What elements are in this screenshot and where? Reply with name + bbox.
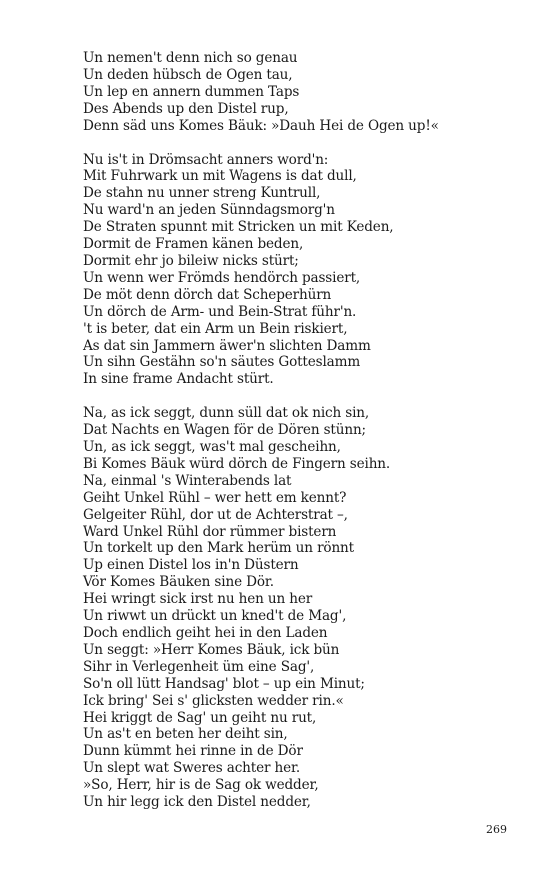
poem-text: [83, 50, 523, 828]
poem-line: Un seggt: »Herr Komes Bäuk, ick bün: [83, 641, 340, 658]
poem-line: Un wenn wer Frömds hendörch passiert,: [83, 269, 361, 286]
poem-line: Dunn kümmt hei rinne in de Dör: [83, 743, 303, 760]
poem-line: Hei kriggt de Sag' un geiht nu rut,: [83, 709, 317, 726]
poem-line: De möt denn dörch dat Scheperhürn: [83, 286, 332, 303]
poem-line: Geiht Unkel Rühl – wer hett em kennt?: [83, 489, 347, 506]
poem-line: Un hir legg ick den Distel nedder,: [83, 794, 311, 811]
poem-line: Hei wringt sick irst nu hen un her: [83, 591, 313, 608]
poem-line: Un lep en annern dummen Taps: [83, 83, 300, 100]
poem-line: As dat sin Jammern äwer'n slichten Damm: [83, 337, 371, 354]
poem-line: Un riwwt un drückt un kned't de Mag',: [83, 608, 347, 625]
page-number: 269: [486, 823, 507, 836]
poem-line: Dormit de Framen känen beden,: [83, 236, 304, 253]
poem-line: Doch endlich geiht hei in den Laden: [83, 625, 328, 641]
poem-line: Up einen Distel los in'n Düstern: [83, 557, 299, 574]
poem-line: Un deden hübsch de Ogen tau,: [83, 66, 293, 83]
poem-line: Sihr in Verlegenheit üm eine Sag',: [83, 658, 315, 675]
stanza: [83, 50, 523, 135]
poem-line: In sine frame Andacht stürt.: [83, 371, 274, 388]
poem-line: Vör Komes Bäuken sine Dör.: [83, 574, 274, 591]
poem-line: Un slept wat Sweres achter her.: [83, 760, 301, 777]
poem-line: Ward Unkel Rühl dor rümmer bistern: [83, 523, 337, 540]
stanza: [83, 152, 523, 389]
poem-line: Nu ward'n an jeden Sünndagsmorg'n: [83, 202, 335, 219]
poem-line: »So, Herr, hir is de Sag ok wedder,: [83, 777, 319, 794]
poem-line: Denn säd uns Komes Bäuk: »Dauh Hei de Ogen up!«: [83, 117, 439, 134]
poem-line: Dormit ehr jo bileiw nicks stürt;: [83, 252, 299, 269]
stanza: [83, 405, 523, 811]
poem-line: Un dörch de Arm- und Bein-Strat führ'n.: [83, 303, 357, 320]
poem-line: Nu is't in Drömsacht anners word'n:: [83, 151, 329, 168]
poem-line: 't is beter, dat ein Arm un Bein riskiert,: [83, 320, 348, 337]
poem-line: Bi Komes Bäuk würd dörch de Fingern seihn.: [83, 455, 391, 472]
poem-line: Mit Fuhrwark un mit Wagens is dat dull,: [83, 168, 357, 185]
poem-line: Un, as ick seggt, was't mal gescheihn,: [83, 439, 341, 456]
poem-line: Dat Nachts en Wagen för de Dören stünn;: [83, 422, 366, 439]
poem-line: Un as't en beten her deiht sin,: [83, 726, 288, 743]
poem-line: Gelgeiter Rühl, dor ut de Achterstrat –,: [83, 506, 348, 523]
poem-line: Des Abends up den Distel rup,: [83, 100, 289, 117]
poem-line: Na, as ick seggt, dunn süll dat ok nich sin,: [83, 405, 370, 422]
poem-line: Un sihn Gestähn so'n säutes Gotteslamm: [83, 354, 361, 371]
poem-line: Na, einmal 's Winterabends lat: [83, 472, 292, 489]
poem-line: Ick bring' Sei s' glicksten wedder rin.«: [83, 692, 344, 709]
poem-line: De Straten spunnt mit Stricken un mit Keden,: [83, 219, 394, 236]
poem-line: Un torkelt up den Mark herüm un rönnt: [83, 540, 354, 557]
poem-line: So'n oll lütt Handsag' blot – up ein Minut;: [83, 675, 365, 692]
poem-line: De stahn nu unner streng Kuntrull,: [83, 185, 321, 202]
poem-line: Un nemen't denn nich so genau: [83, 50, 298, 66]
